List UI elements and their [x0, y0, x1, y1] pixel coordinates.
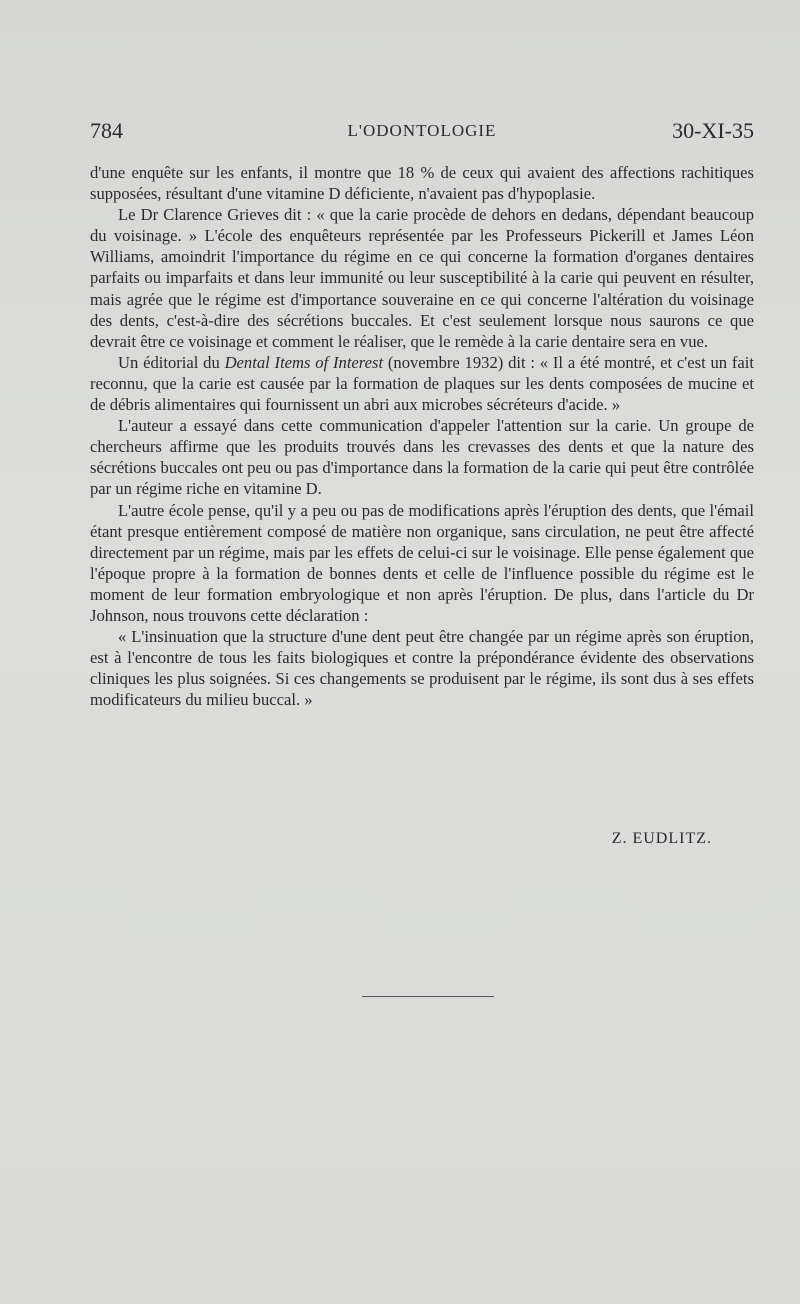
quotation: « L'insinuation que la structure d'une dent peut être changée par un régime après son éruption, est à l'encontre de tous les faits biologiques et contre la prépondérance évidente des observations cliniques les plus soignées. Si ces changements se produisent par le régime, ils sont dus à ses effets modificateurs du milieu buccal. » — [90, 627, 754, 710]
paragraph — [90, 352, 754, 415]
paragraph: L'autre école pense, qu'il y a peu ou pas de modifications après l'éruption des dents, que l'émail étant presque entièrement composé de matière non organique, sans circulation, ne peut être affecté directement par un régime, mais par les effets de celui-ci sur le voisinage. Elle pense également que l'époque propre à la formation de bonnes dents et celle de l'influence possible du régime est le moment de leur formation embryologique et non après l'éruption. De plus, dans l'article du Dr Johnson, nous trouvons cette déclaration : — [90, 500, 754, 625]
paragraph: Le Dr Clarence Grieves dit : « que la carie procède de dehors en dedans, dépendant beaucoup du voisinage. » L'école des enquêteurs représentée par les Professeurs Pickerill et James Léon Williams, amoindrit l'importance du régime en ce qui concerne la formation d'organes dentaires parfaits ou imparfaits et dans leur immunité ou leur susceptibilité à la carie qui peuvent en résulter, mais agrée que le régime est d'importance souveraine en ce qui concerne l'altération du voisinage des dents, c'est-à-dire des sécrétions buccales. Et c'est seulement lorsque nous saurons ce que devrait être ce voisinage et comment le réaliser, que le remède à la carie dentaire sera en vue. — [90, 205, 754, 351]
journal-title: Dental Items of Interest — [224, 352, 384, 372]
page-header — [90, 118, 754, 148]
issue-date: 30-XI-35 — [672, 118, 754, 143]
paragraph: d'une enquête sur les enfants, il montre que 18 % de ceux qui avaient des affections rachitiques supposées, résultant d'une vitamine D déficiente, n'avaient pas d'hypoplasie. — [90, 163, 754, 204]
article-body — [90, 162, 754, 710]
paragraph: L'auteur a essayé dans cette communication d'appeler l'attention sur la carie. Un groupe de chercheurs affirme que les produits trouvés dans les crevasses des dents et que la nature des sécrétions buccales ont peu ou pas d'importance dans la formation de la carie qui peut être contrôlée par un régime riche en vitamine D. — [90, 416, 754, 499]
section-divider — [362, 996, 494, 997]
author-signature: Z. EUDLITZ. — [611, 830, 712, 847]
paragraph-text: Un éditorial du — [118, 352, 225, 372]
page-number: 784 — [90, 118, 123, 143]
paragraph-text: (novembre 1932) dit : « Il a été montré, et c'est un fait reconnu, que la carie est causée par la formation de plaques sur les dents composées de mucine et de débris alimentaires qui fournissent un abri aux microbes sécréteurs d'acide. » — [90, 352, 754, 415]
running-title: L'ODONTOLOGIE — [347, 121, 497, 140]
